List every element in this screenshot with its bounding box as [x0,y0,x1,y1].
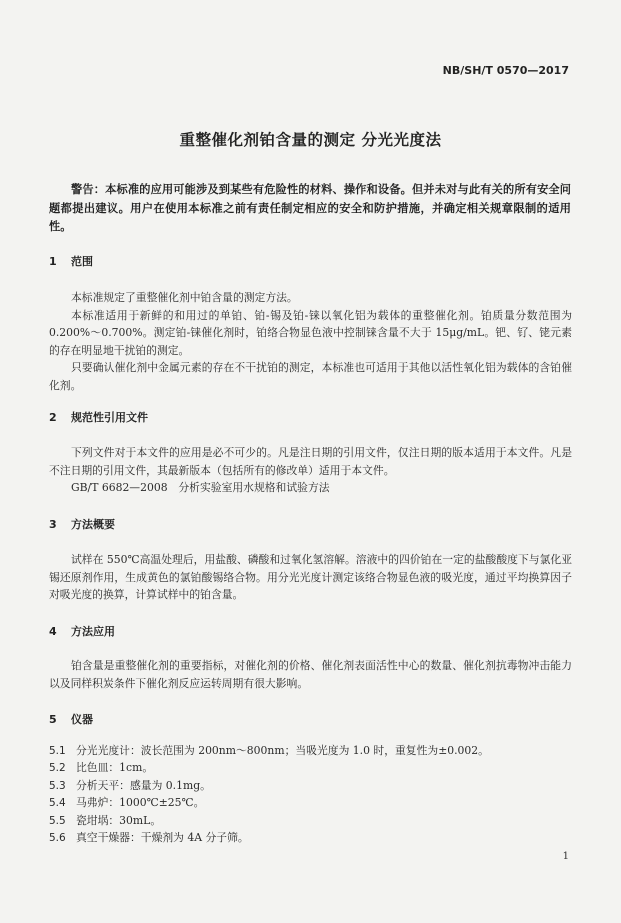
section-number: 2 [49,411,57,424]
standard-number: NB/SH/T 0570—2017 [442,64,569,77]
warning-text: 警告：本标准的应用可能涉及到某些有危险性的材料、操作和设备。但并未对与此有关的所有安全问题都提出建议。用户在使用本标准之前有责任制定相应的安全和防护措施，并确定相关规章限制的适用性。 [49,183,571,233]
list-item [49,794,572,811]
list-item [49,759,572,776]
paragraph: 本标准适用于新鲜的和用过的单铂、铂-锡及铂-铼以氧化铝为载体的重整催化剂。铂质量分数范围为 0.200%～0.700%。测定铂-铼催化剂时，铂络合物显色液中控制铼含量不大于 15μg/mL。钯、钌、铑元素的存在明显地干扰铂的测定。 [49,308,572,357]
section-heading-3 [49,516,115,532]
paragraph: 铂含量是重整催化剂的重要指标，对催化剂的价格、催化剂表面活性中心的数量、催化剂抗毒物冲击能力以及同样积炭条件下催化剂反应运转周期有很大影响。 [49,659,572,690]
section-heading-4 [49,623,115,639]
section-body-3 [49,551,572,604]
item-text: 真空干燥器：干燥剂为 4A 分子筛。 [76,830,249,844]
section-heading-5 [49,711,93,727]
item-number: 5.6 [49,831,66,844]
instrument-list [49,742,572,846]
section-title: 规范性引用文件 [71,411,148,424]
item-text: 分析天平：感量为 0.1mg。 [76,778,211,792]
list-item [49,829,572,846]
item-number: 5.4 [49,797,66,810]
section-heading-1 [49,253,93,269]
item-number: 5.1 [49,745,66,757]
section-title: 仪器 [71,713,93,726]
section-number: 1 [49,255,57,268]
paragraph: 下列文件对于本文件的应用是必不可少的。凡是注日期的引用文件，仅注日期的版本适用于本文件。凡是不注日期的引用文件，其最新版本（包括所有的修改单）适用于本文件。 [49,446,572,477]
list-item [49,777,572,794]
normative-reference: GB/T 6682—2008 分析实验室用水规格和试验方法 [71,481,330,495]
section-number: 3 [49,518,57,531]
item-number: 5.3 [49,779,66,792]
section-title: 方法概要 [71,518,115,531]
warning-notice [49,181,571,237]
section-number: 5 [49,713,57,726]
section-title: 方法应用 [71,625,115,638]
item-number: 5.2 [49,762,66,775]
section-number: 4 [49,625,57,638]
page-number: 1 [562,851,569,862]
list-item [49,742,572,759]
item-text: 分光光度计：波长范围为 200nm～800nm；当吸光度为 1.0 时，重复性为±0.002。 [76,744,489,757]
section-heading-2 [49,409,148,425]
section-title: 范围 [71,255,93,268]
list-item [49,812,572,829]
item-text: 比色皿：1cm。 [76,761,154,775]
paragraph: 只要确认催化剂中金属元素的存在不干扰铂的测定，本标准也可适用于其他以活性氧化铝为载体的含铂催化剂。 [49,361,572,392]
paragraph: 试样在 550℃高温处理后，用盐酸、磷酸和过氧化氢溶解。溶液中的四价铂在一定的盐酸酸度下与氯化亚锡还原剂作用，生成黄色的氯铂酸锡络合物。用分光光度计测定该络合物显色液的吸光度，通过平均换算因子对吸光度的换算，计算试样中的铂含量。 [49,553,572,602]
document-title: 重整催化剂铂含量的测定 分光光度法 [179,131,442,149]
item-number: 5.5 [49,814,66,827]
item-text: 瓷坩埚：30mL。 [76,813,162,827]
section-body-2 [49,444,572,497]
paragraph: 本标准规定了重整催化剂中铂含量的测定方法。 [71,291,298,304]
section-body-4 [49,657,572,692]
item-text: 马弗炉：1000℃±25℃。 [76,796,205,810]
section-body-1 [49,289,572,395]
